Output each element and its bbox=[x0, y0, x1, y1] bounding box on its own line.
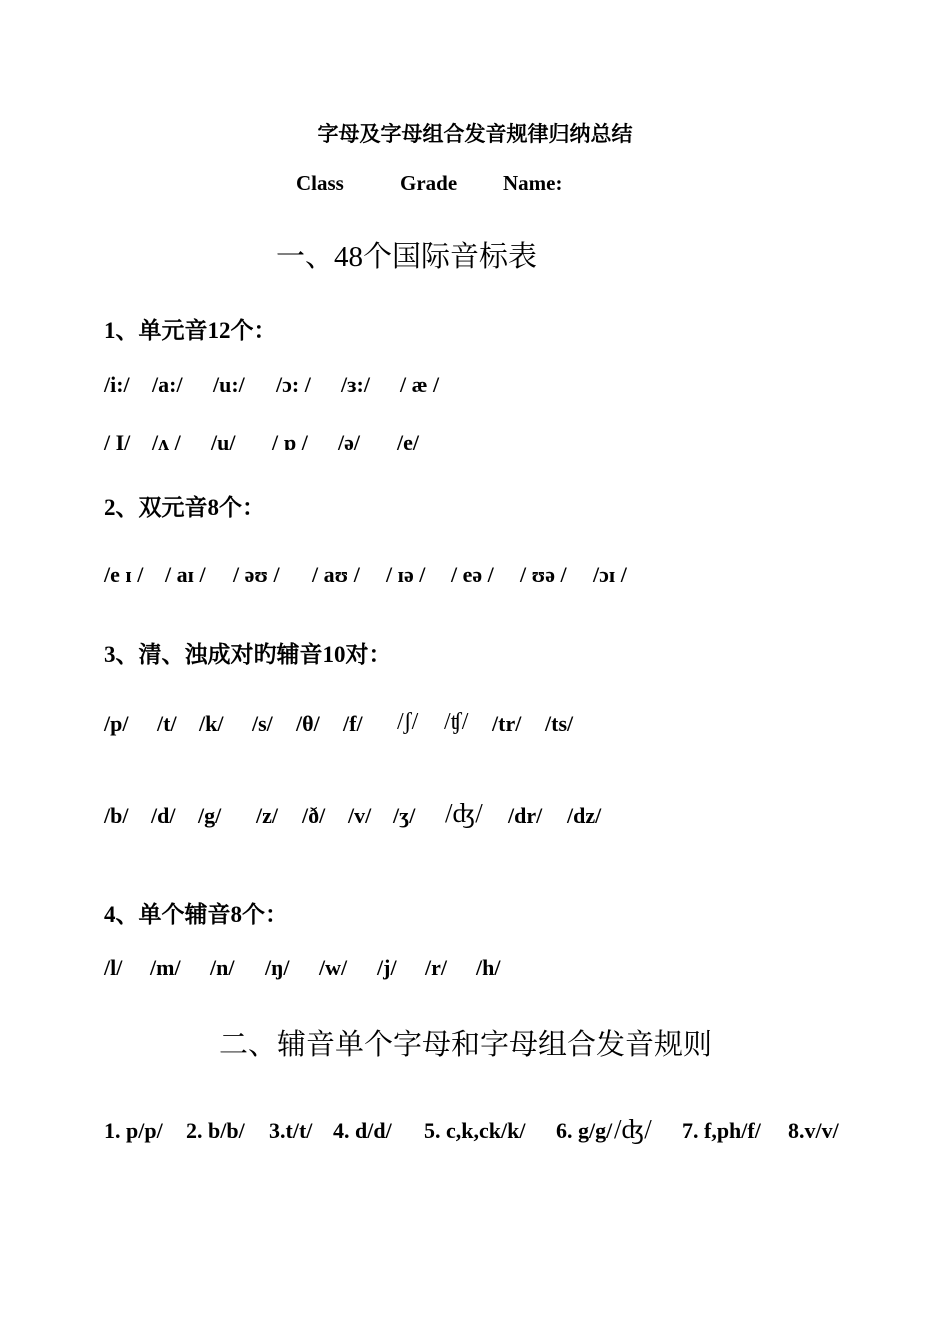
section1-heading: 一、48个国际音标表 bbox=[276, 241, 538, 273]
single-consonant-row bbox=[0, 955, 950, 985]
phoneme: /ʤ/ bbox=[445, 798, 483, 828]
phoneme: /ʧ/ bbox=[444, 709, 469, 735]
phoneme: / æ / bbox=[400, 372, 440, 397]
phoneme: / əʊ / bbox=[233, 562, 280, 587]
phoneme: /m/ bbox=[150, 955, 181, 980]
document-title: 字母及字母组合发音规律归纳总结 bbox=[317, 122, 633, 146]
phoneme: /k/ bbox=[199, 711, 224, 736]
phoneme: /f/ bbox=[343, 711, 363, 736]
phoneme: /z/ bbox=[256, 803, 278, 828]
phoneme: /ð/ bbox=[302, 803, 326, 828]
phoneme: /ʃ/ bbox=[397, 709, 419, 735]
name-label: Name: bbox=[503, 171, 563, 195]
phoneme: /n/ bbox=[210, 955, 235, 980]
phoneme: / aɪ / bbox=[165, 562, 206, 587]
phoneme: /ɜ:/ bbox=[341, 372, 370, 397]
diphthongs-label: 2、双元音8个： bbox=[104, 495, 265, 520]
phoneme: /i:/ bbox=[104, 372, 130, 397]
phoneme: /ə/ bbox=[338, 430, 360, 455]
rule-item: 2. b/b/ bbox=[186, 1118, 245, 1143]
phoneme: /t/ bbox=[157, 711, 177, 736]
single-consonants-label: 4、单个辅音8个： bbox=[104, 902, 288, 927]
rule-item: 8.v/v/ bbox=[788, 1118, 839, 1143]
monophthongs-label: 1、单元音12个： bbox=[104, 318, 277, 343]
phoneme: /ŋ/ bbox=[265, 955, 290, 980]
phoneme: /ʌ / bbox=[152, 430, 181, 455]
diphthong-row bbox=[0, 562, 950, 592]
phoneme: / ʊə / bbox=[520, 562, 567, 587]
voiced-consonant-row bbox=[0, 798, 950, 839]
phoneme: /dz/ bbox=[567, 803, 602, 828]
phoneme: / aʊ / bbox=[312, 562, 360, 587]
phoneme: /tr/ bbox=[492, 711, 522, 736]
phoneme: /v/ bbox=[348, 803, 372, 828]
consonant-rules-row bbox=[0, 1114, 950, 1152]
monophthong-row-2 bbox=[0, 430, 950, 460]
class-label: Class bbox=[296, 171, 344, 195]
paired-consonants-label: 3、清、浊成对旳辅音10对： bbox=[104, 642, 392, 667]
phoneme: /u:/ bbox=[213, 372, 245, 397]
phoneme: /a:/ bbox=[152, 372, 183, 397]
phoneme: /d/ bbox=[151, 803, 176, 828]
phoneme: /ʒ/ bbox=[393, 803, 416, 828]
monophthong-row-1 bbox=[0, 372, 950, 402]
grade-label: Grade bbox=[400, 171, 458, 195]
rule-item: 3.t/t/ bbox=[269, 1118, 313, 1143]
phoneme: /b/ bbox=[104, 803, 129, 828]
phoneme: /w/ bbox=[319, 955, 348, 980]
rule-item: 5. c,k,ck/k/ bbox=[424, 1118, 526, 1143]
phoneme: /e/ bbox=[397, 430, 419, 455]
phoneme: /ɔ: / bbox=[276, 372, 311, 397]
phoneme: / eə / bbox=[451, 562, 494, 587]
rule-item: 1. p/p/ bbox=[104, 1118, 163, 1143]
section2-heading: 二、辅音单个字母和字母组合发音规则 bbox=[219, 1029, 713, 1061]
phoneme: /j/ bbox=[377, 955, 397, 980]
phoneme: /l/ bbox=[104, 955, 123, 980]
phoneme: / ɒ / bbox=[272, 430, 308, 455]
phoneme: /dr/ bbox=[508, 803, 543, 828]
rule-item: 7. f,ph/f/ bbox=[682, 1118, 761, 1143]
voiceless-consonant-row bbox=[0, 711, 950, 743]
phoneme: /r/ bbox=[425, 955, 447, 980]
phoneme: /p/ bbox=[104, 711, 129, 736]
phoneme: / ɪə / bbox=[386, 562, 426, 587]
phoneme: / I/ bbox=[104, 430, 131, 455]
phoneme: /g/ bbox=[198, 803, 222, 828]
phoneme: /e ɪ / bbox=[104, 562, 144, 587]
phoneme: /ɔɪ / bbox=[593, 562, 627, 587]
phoneme: /h/ bbox=[476, 955, 501, 980]
rule-item: 4. d/d/ bbox=[333, 1118, 392, 1143]
rule-item: 6. g/g/ bbox=[556, 1118, 613, 1143]
phoneme: /ts/ bbox=[545, 711, 574, 736]
phoneme: /s/ bbox=[252, 711, 273, 736]
rule-item: /ʤ/ bbox=[614, 1114, 652, 1144]
phoneme: /θ/ bbox=[296, 711, 320, 736]
phoneme: /u/ bbox=[211, 430, 236, 455]
